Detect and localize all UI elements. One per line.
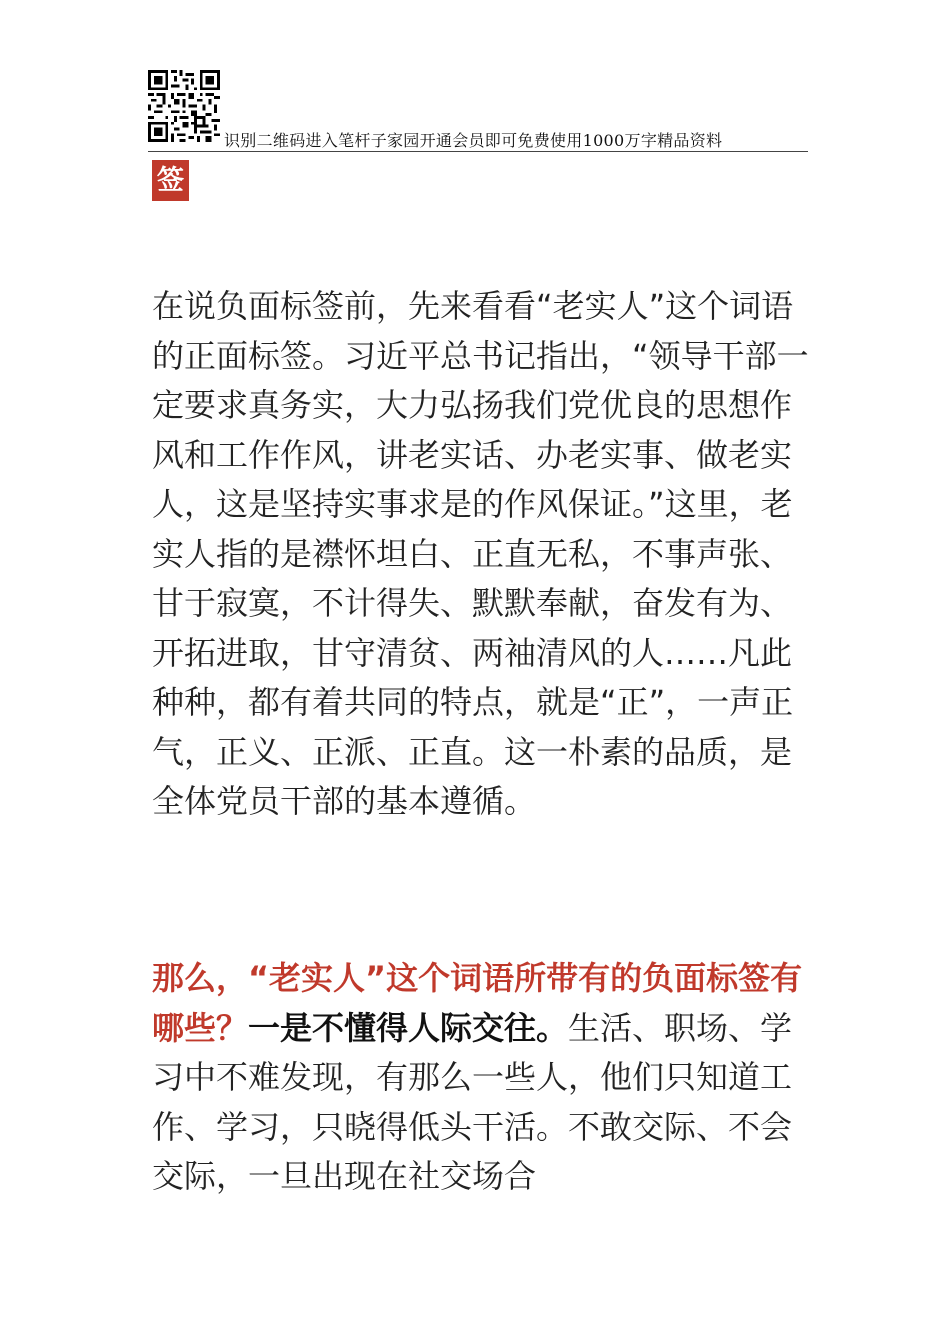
point-body: 生活、职场、学习中不难发现，有那么一些人，他们只知道工作、学习，只晓得低头干活。不敢交际、不会交际，一旦出现在社交场合 bbox=[152, 1008, 793, 1195]
paragraph-negative-label bbox=[152, 954, 812, 1202]
tag-badge: 签 bbox=[152, 160, 189, 201]
qr-code-icon bbox=[148, 70, 220, 142]
header-notice: 识别二维码进入笔杆子家园开通会员即可免费使用1000万字精品资料 bbox=[224, 131, 723, 150]
paragraph-positive-label: 在说负面标签前，先来看看“老实人”这个词语的正面标签。习近平总书记指出，“领导干部一定要求真务实，大力弘扬我们党优良的思想作风和工作作风，讲老实话、办老实事、做老实人，这是坚持实事求是的作风保证。”这里，老实人指的是襟怀坦白、正直无私，不事声张、甘于寂寞，不计得失、默默奉献，奋发有为、开拓进取，甘守清贫、两袖清风的人……凡此种种，都有着共同的特点，就是“正”，一声正气，正义、正派、正直。这一朴素的品质，是全体党员干部的基本遵循。 bbox=[152, 287, 809, 820]
point-heading: 一是不懂得人际交往。 bbox=[248, 1008, 569, 1047]
header-divider bbox=[148, 151, 808, 152]
question-heading: 那么，“老实人”这个词语所带有的负面标签有哪些？ bbox=[152, 959, 803, 1047]
